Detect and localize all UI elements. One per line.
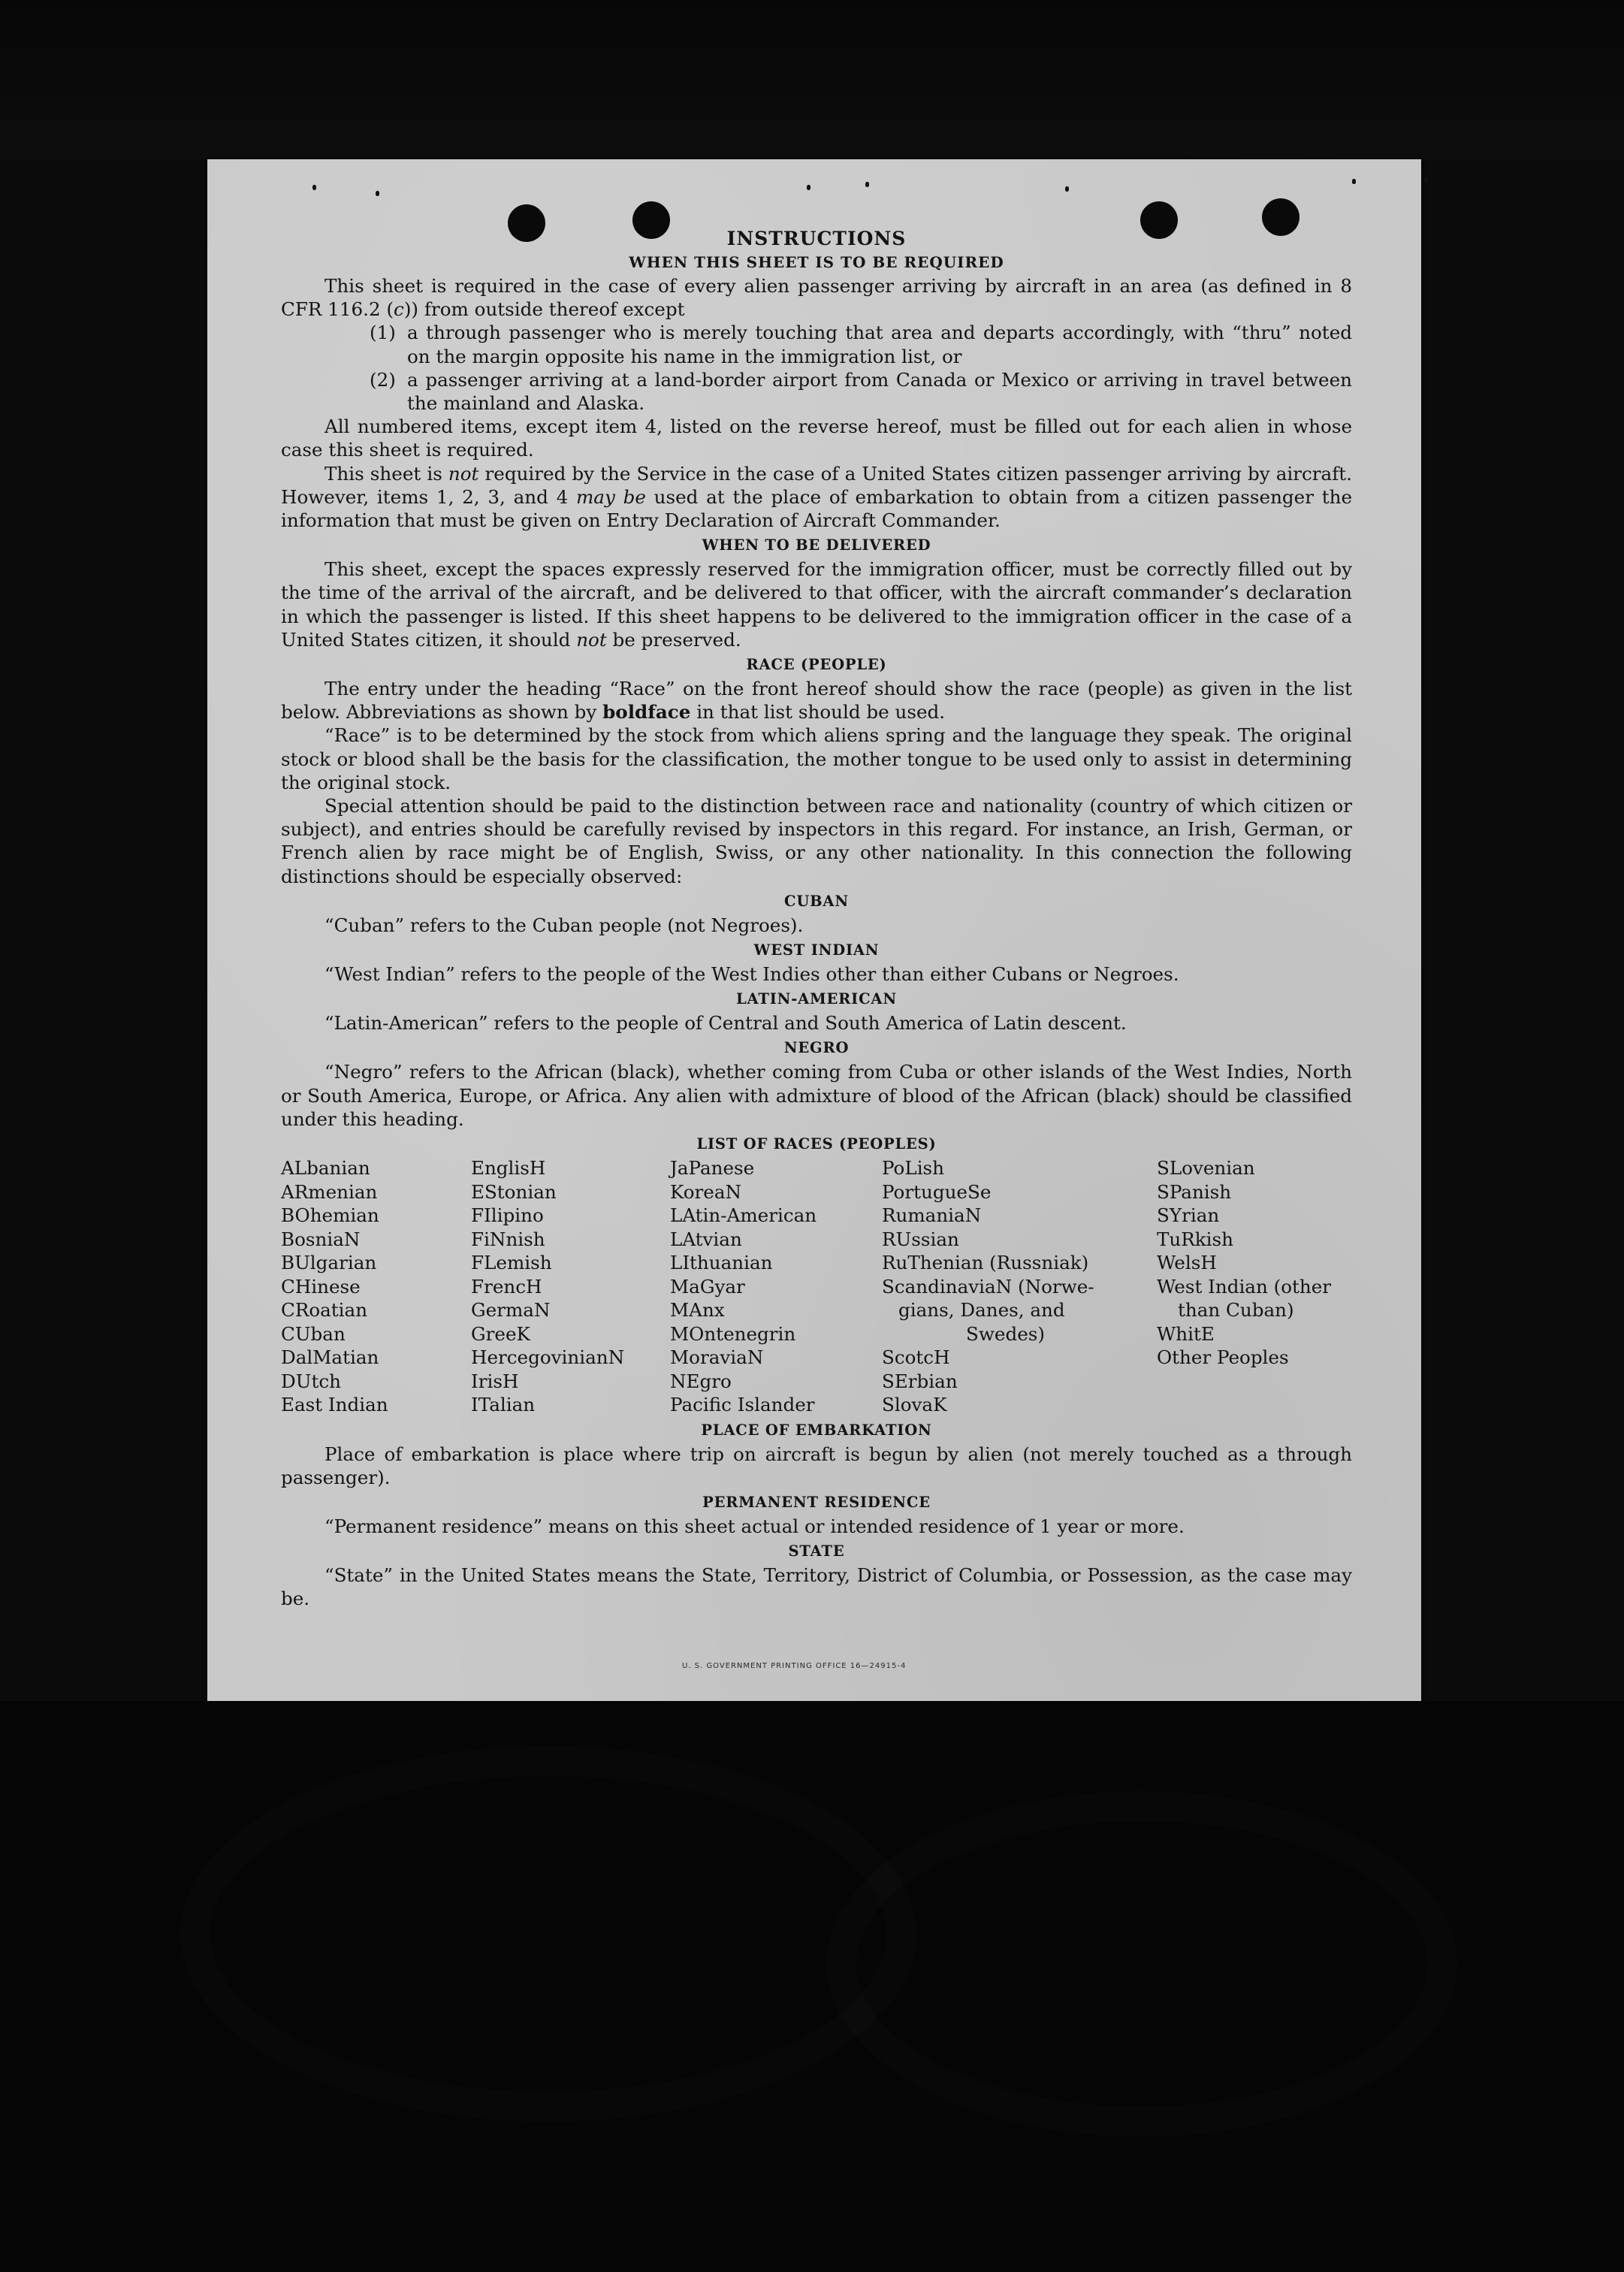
- paragraph: This sheet is required in the case of every alien passenger arriving by aircraft in an area (as defined in 8 CFR 116.2 (c)) from outside thereof except: [281, 275, 1352, 321]
- race-entry: ALbanian: [281, 1157, 370, 1180]
- race-entry: EStonian: [471, 1180, 557, 1203]
- race-entry: MOntenegrin: [670, 1322, 796, 1345]
- race-entry: Other Peoples: [1157, 1346, 1289, 1369]
- section-heading: STATE: [788, 1542, 845, 1560]
- paragraph: “State” in the United States means the State, Territory, District of Columbia, or Possession, as the case may be.: [281, 1564, 1352, 1610]
- film-top-margin: [0, 0, 1624, 159]
- race-entry: BosniaN: [281, 1228, 361, 1250]
- race-entry: RUssian: [882, 1228, 959, 1250]
- race-entry: LAtin-American: [670, 1204, 817, 1227]
- paragraph: The entry under the heading “Race” on the front hereof should show the race (people) as given in the list below. Abbreviations as shown by boldface in that list should be used.: [281, 678, 1352, 724]
- film-artifact: [826, 1791, 1457, 2137]
- race-entry: WelsH: [1157, 1252, 1217, 1274]
- races-list: [281, 1156, 1352, 1417]
- race-entry: PortugueSe: [882, 1180, 992, 1203]
- race-entry: NEgro: [670, 1370, 732, 1392]
- race-entry: Pacific Islander: [670, 1394, 815, 1416]
- race-entry: MaGyar: [670, 1275, 745, 1298]
- speck: [376, 191, 379, 196]
- race-entry: CRoatian: [281, 1299, 368, 1322]
- race-entry: BUlgarian: [281, 1252, 377, 1274]
- race-entry: Swedes): [966, 1322, 1045, 1345]
- race-entry: SPanish: [1157, 1180, 1232, 1203]
- speck: [1352, 179, 1356, 184]
- race-entry: EnglisH: [471, 1157, 546, 1180]
- race-entry: CHinese: [281, 1275, 361, 1298]
- race-entry: KoreaN: [670, 1180, 742, 1203]
- race-entry: MAnx: [670, 1299, 725, 1322]
- race-entry: ScandinaviaN (Norwe-: [882, 1275, 1094, 1298]
- race-entry: WhitE: [1157, 1322, 1215, 1345]
- paragraph: This sheet is not required by the Service in the case of a United States citizen passenger arriving by aircraft. However, items 1, 2, 3, and 4 may be used at the place of embarkation to obtain from a citizen passenger the information that must be given on Entry Declaration of Aircraft Commander.: [281, 462, 1352, 532]
- page-title: INSTRUCTIONS: [726, 228, 907, 249]
- race-entry: SYrian: [1157, 1204, 1220, 1227]
- races-column: [882, 1156, 1157, 1417]
- speck: [1424, 177, 1428, 183]
- paragraph: All numbered items, except item 4, listed on the reverse hereof, must be filled out for each alien in whose case this sheet is required.: [281, 415, 1352, 461]
- race-entry: CUban: [281, 1322, 346, 1345]
- film-artifact: [180, 1746, 916, 2122]
- race-entry: ARmenian: [281, 1180, 378, 1203]
- race-entry: ITalian: [471, 1394, 536, 1416]
- race-entry: BOhemian: [281, 1204, 379, 1227]
- race-entry: PoLish: [882, 1157, 945, 1180]
- races-column: [1157, 1156, 1352, 1417]
- race-entry: gians, Danes, and: [898, 1299, 1065, 1322]
- race-entry: FiNnish: [471, 1228, 545, 1250]
- races-column: [281, 1156, 471, 1417]
- race-entry: than Cuban): [1178, 1299, 1294, 1322]
- paragraph: “Permanent residence” means on this sheet actual or intended residence of 1 year or more.: [324, 1515, 1185, 1537]
- race-entry: LIthuanian: [670, 1252, 773, 1274]
- race-entry: FrencH: [471, 1275, 542, 1298]
- paragraph: “Negro” refers to the African (black), whether coming from Cuba or other islands of the West Indies, North or South America, Europe, or Africa. Any alien with admixture of blood of the African (black) should be classified under this heading.: [281, 1061, 1352, 1130]
- race-entry: JaPanese: [670, 1157, 755, 1180]
- section-heading: PERMANENT RESIDENCE: [702, 1494, 931, 1511]
- speck: [312, 185, 316, 190]
- race-entry: RumaniaN: [882, 1204, 982, 1227]
- section-heading: RACE (PEOPLE): [746, 656, 887, 674]
- section-heading: LATIN-AMERICAN: [736, 990, 897, 1008]
- race-entry: HercegovinianN: [471, 1346, 625, 1369]
- instructions-text: [281, 227, 1352, 1611]
- race-entry: DalMatian: [281, 1346, 379, 1369]
- race-entry: FLemish: [471, 1252, 552, 1274]
- race-entry: ScotcH: [882, 1346, 950, 1369]
- races-column: [670, 1156, 882, 1417]
- race-entry: MoraviaN: [670, 1346, 764, 1369]
- race-entry: LAtvian: [670, 1228, 742, 1250]
- speck: [1065, 186, 1069, 192]
- race-entry: FIlipino: [471, 1204, 544, 1227]
- paragraph: “Latin-American” refers to the people of Central and South America of Latin descent.: [324, 1012, 1127, 1035]
- races-column: [471, 1156, 670, 1417]
- race-entry: IrisH: [471, 1370, 519, 1392]
- race-entry: East Indian: [281, 1394, 388, 1416]
- speck: [865, 182, 869, 187]
- section-heading: CUBAN: [784, 892, 849, 910]
- race-entry: GreeK: [471, 1322, 530, 1345]
- race-entry: TuRkish: [1157, 1228, 1233, 1250]
- printer-imprint: U. S. GOVERNMENT PRINTING OFFICE 16—24915-4: [682, 1662, 907, 1670]
- paragraph: “Cuban” refers to the Cuban people (not Negroes).: [324, 914, 804, 936]
- list-item: (2) a passenger arriving at a land-border airport from Canada or Mexico or arriving in travel between the mainland and Alaska.: [370, 368, 1352, 415]
- paragraph: “Race” is to be determined by the stock from which aliens spring and the language they speak. The original stock or blood shall be the basis for the classification, the mother tongue to be used only to assist in determining the original stock.: [281, 724, 1352, 793]
- section-heading: WHEN THIS SHEET IS TO BE REQUIRED: [629, 253, 1004, 271]
- race-entry: RuThenian (Russniak): [882, 1252, 1089, 1274]
- section-heading: WEST INDIAN: [753, 941, 880, 959]
- race-entry: DUtch: [281, 1370, 341, 1392]
- race-entry: SlovaK: [882, 1394, 947, 1416]
- film-bottom-margin: [0, 1701, 1624, 2272]
- speck: [807, 185, 810, 190]
- document-sheet: [207, 159, 1421, 1701]
- paragraph: Place of embarkation is place where trip on aircraft is begun by alien (not merely touched as a through passenger).: [281, 1443, 1352, 1488]
- race-entry: SErbian: [882, 1370, 958, 1392]
- section-heading: PLACE OF EMBARKATION: [701, 1421, 932, 1439]
- section-heading: LIST OF RACES (PEOPLES): [696, 1135, 937, 1153]
- list-item: (1) a through passenger who is merely touching that area and departs accordingly, with “thru” noted on the margin opposite his name in the immigration list, or: [370, 322, 1352, 367]
- paragraph: Special attention should be paid to the distinction between race and nationality (country of which citizen or subject), and entries should be carefully revised by inspectors in this regard. For instance, an Irish, German, or French alien by race might be of English, Swiss, or any other nationality. In this connection the following distinctions should be especially observed:: [281, 795, 1352, 887]
- race-entry: SLovenian: [1157, 1157, 1255, 1180]
- race-entry: West Indian (other: [1157, 1275, 1332, 1298]
- race-entry: GermaN: [471, 1299, 551, 1322]
- paragraph: This sheet, except the spaces expressly reserved for the immigration officer, must be correctly filled out by the time of the arrival of the aircraft, and be delivered to that officer, with the aircraft commander’s declaration in which the passenger is listed. If this sheet happens to be delivered to the immigration officer in the case of a United States citizen, it should not be preserved.: [281, 558, 1352, 651]
- section-heading: WHEN TO BE DELIVERED: [702, 536, 931, 554]
- section-heading: NEGRO: [783, 1039, 850, 1057]
- paragraph: “West Indian” refers to the people of the West Indies other than either Cubans or Negroes.: [324, 963, 1179, 986]
